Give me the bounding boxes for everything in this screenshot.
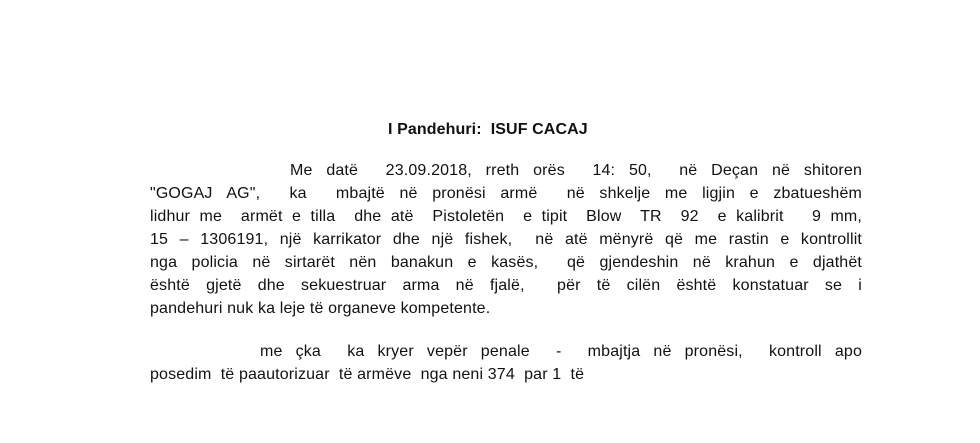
paragraph1-line-6: është gjetë dhe sekuestruar arma në fjalë, për të cilën është konstatuar se i bbox=[150, 277, 862, 294]
paragraph2-line-2: posedim të paautorizuar të armëve nga neni 374 par 1 të bbox=[150, 366, 585, 383]
defendant-heading: I Pandehuri: ISUF CACAJ bbox=[388, 121, 588, 138]
paragraph1-line-4: 15 – 1306191, një karrikator dhe një fishek, në atë mënyrë që me rastin e kontrollit bbox=[150, 231, 862, 248]
paragraph1-line-7: pandehuri nuk ka leje të organeve kompetente. bbox=[150, 300, 491, 317]
paragraph1-line-1: Me datë 23.09.2018, rreth orës 14: 50, në Deçan në shitoren bbox=[290, 162, 862, 179]
paragraph1-line-5: nga policia në sirtarët nën banakun e kasës, që gjendeshin në krahun e djathët bbox=[150, 254, 862, 271]
paragraph1-line-2: "GOGAJ AG", ka mbajtë në pronësi armë në shkelje me ligjin e zbatueshëm bbox=[150, 185, 862, 202]
paragraph1-line-3: lidhur me armët e tilla dhe atë Pistoletën e tipit Blow TR 92 e kalibrit 9 mm, bbox=[150, 208, 862, 225]
paragraph2-line-1: me çka ka kryer vepër penale - mbajtja në pronësi, kontroll apo bbox=[260, 343, 862, 360]
